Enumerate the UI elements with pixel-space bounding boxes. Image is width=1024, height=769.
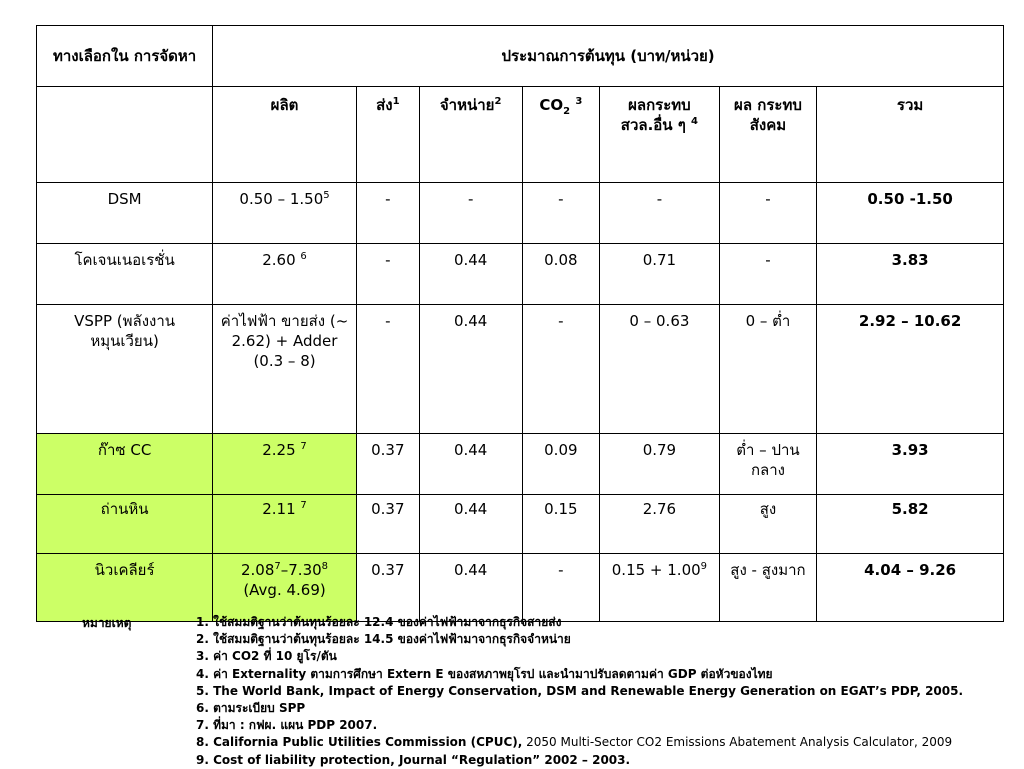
produce-value: 2.11: [262, 500, 296, 518]
produce-value-low: 2.08: [240, 561, 275, 579]
col-co2-sub: 2: [563, 106, 571, 117]
footnote-7: 7. ที่มา : กฟผ. แผน PDP 2007.: [196, 718, 378, 733]
co2-cell: 0.09: [522, 434, 600, 495]
transmit-cell: 0.37: [356, 434, 419, 495]
social-cell: สูง - สูงมาก: [719, 554, 817, 622]
env-cell: 0 – 0.63: [600, 305, 720, 434]
footnote-4: 4. ค่า Externality ตามการศึกษา Extern E ของสหภาพยุโรป และนำมาปรับลดตามค่า GDP ต่อหัวของไทย: [196, 666, 773, 681]
produce-cell: [213, 554, 357, 622]
produce-cell: [213, 244, 357, 305]
produce-sup: 6: [300, 251, 307, 262]
produce-high-sup: 8: [321, 561, 329, 572]
env-value: 0.15 + 1.00: [611, 561, 701, 579]
footnotes-label: หมายเหตุ: [82, 616, 132, 630]
table-row: [37, 495, 1004, 554]
produce-value: 2.25: [262, 441, 296, 459]
col-distribute-label: จำหน่าย: [439, 96, 495, 114]
col-total: รวม: [817, 87, 1004, 183]
footnote-3: 3. ค่า CO2 ที่ 10 ยูโร/ตัน: [196, 649, 337, 664]
produce-cell: [213, 495, 357, 554]
footnote-8-source: 8. California Public Utilities Commission (CPUC),: [196, 735, 523, 750]
col-social-impact: ผล กระทบ สังคม: [719, 87, 817, 183]
footnote-9: 9. Cost of liability protection, Journal “Regulation” 2002 – 2003.: [196, 752, 631, 767]
produce-value: 2.60: [262, 251, 296, 269]
header-row-columns: [37, 87, 1004, 183]
col-co2-sup: 3: [575, 96, 583, 107]
co2-cell: -: [522, 183, 600, 244]
table-row: [37, 554, 1004, 622]
produce-sup: 7: [300, 500, 307, 511]
col-env-impact-label: ผลกระทบ สวล.อื่น ๆ: [620, 96, 691, 134]
distribute-cell: -: [419, 183, 522, 244]
footnote-8-title: 2050 Multi-Sector CO2 Emissions Abatement Analysis Calculator, 2009: [522, 735, 953, 750]
total-cell: 3.93: [817, 434, 1004, 495]
produce-value-high: –7.30: [280, 561, 322, 579]
option-cell: นิวเคลียร์: [37, 554, 213, 622]
option-cell: โคเจนเนอเรชั่น: [37, 244, 213, 305]
col-produce: ผลิต: [213, 87, 357, 183]
transmit-cell: 0.37: [356, 495, 419, 554]
table-row: [37, 244, 1004, 305]
footnote-1: 1. ใช้สมมติฐานว่าต้นทุนร้อยละ 12.4 ของค่าไฟฟ้ามาจากธุรกิจสายส่ง: [196, 615, 562, 629]
produce-average: (Avg. 4.69): [243, 581, 326, 599]
co2-cell: 0.15: [522, 495, 600, 554]
distribute-cell: 0.44: [419, 244, 522, 305]
env-cell: [600, 554, 720, 622]
produce-sup: 5: [323, 190, 330, 201]
distribute-cell: 0.44: [419, 434, 522, 495]
footnote-6: 6. ตามระเบียบ SPP: [196, 700, 306, 715]
env-cell: 2.76: [600, 495, 720, 554]
co2-cell: -: [522, 305, 600, 434]
col-distribute: [419, 87, 522, 183]
table-row: [37, 305, 1004, 434]
social-cell: 0 – ต่ำ: [719, 305, 817, 434]
empty-header-cell: [37, 87, 213, 183]
total-cell: 4.04 – 9.26: [817, 554, 1004, 622]
footnote-2: 2. ใช้สมมติฐานว่าต้นทุนร้อยละ 14.5 ของค่าไฟฟ้ามาจากธุรกิจจำหน่าย: [196, 632, 571, 647]
distribute-cell: 0.44: [419, 495, 522, 554]
total-cell: 2.92 – 10.62: [817, 305, 1004, 434]
col-transmit: [356, 87, 419, 183]
co2-cell: 0.08: [522, 244, 600, 305]
table-row: [37, 183, 1004, 244]
produce-cell: ค่าไฟฟ้า ขายส่ง (~ 2.62) + Adder (0.3 – 8): [213, 305, 357, 434]
transmit-cell: -: [356, 244, 419, 305]
transmit-cell: -: [356, 305, 419, 434]
col-distribute-sup: 2: [494, 96, 502, 107]
option-cell: ก๊าซ CC: [37, 434, 213, 495]
option-cell: VSPP (พลังงานหมุนเวียน): [37, 305, 213, 434]
col-co2-label: CO: [539, 96, 564, 114]
social-cell: -: [719, 183, 817, 244]
transmit-cell: -: [356, 183, 419, 244]
footnote-5: 5. The World Bank, Impact of Energy Conservation, DSM and Renewable Energy Generation on EGAT’s PDP, 2005.: [196, 683, 964, 698]
option-cell: ถ่านหิน: [37, 495, 213, 554]
produce-low-sup: 7: [274, 561, 281, 572]
option-cell: DSM: [37, 183, 213, 244]
cost-estimate-table: [36, 25, 1004, 622]
env-cell: 0.71: [600, 244, 720, 305]
co2-cell: -: [522, 554, 600, 622]
total-cell: 0.50 -1.50: [817, 183, 1004, 244]
distribute-cell: 0.44: [419, 305, 522, 434]
produce-cell: [213, 183, 357, 244]
col-env-impact-sup: 4: [691, 116, 699, 127]
col-transmit-label: ส่ง: [376, 96, 393, 114]
table-row: [37, 434, 1004, 495]
col-co2: [522, 87, 600, 183]
social-cell: สูง: [719, 495, 817, 554]
social-cell: -: [719, 244, 817, 305]
transmit-cell: 0.37: [356, 554, 419, 622]
footnote-8: [196, 734, 963, 751]
header-row-top: [37, 26, 1004, 87]
col-transmit-sup: 1: [392, 96, 400, 107]
produce-sup: 7: [300, 441, 307, 452]
cost-group-header: ประมาณการต้นทุน (บาท/หน่วย): [213, 26, 1004, 87]
corner-header: ทางเลือกใน การจัดหา: [37, 26, 213, 87]
env-cell: -: [600, 183, 720, 244]
col-env-impact: [600, 87, 720, 183]
total-cell: 5.82: [817, 495, 1004, 554]
footnote-list: [196, 614, 963, 769]
distribute-cell: 0.44: [419, 554, 522, 622]
env-sup: 9: [700, 561, 708, 572]
produce-value: 0.50 – 1.50: [239, 190, 324, 208]
social-cell: ต่ำ – ปานกลาง: [719, 434, 817, 495]
env-cell: 0.79: [600, 434, 720, 495]
produce-cell: [213, 434, 357, 495]
total-cell: 3.83: [817, 244, 1004, 305]
